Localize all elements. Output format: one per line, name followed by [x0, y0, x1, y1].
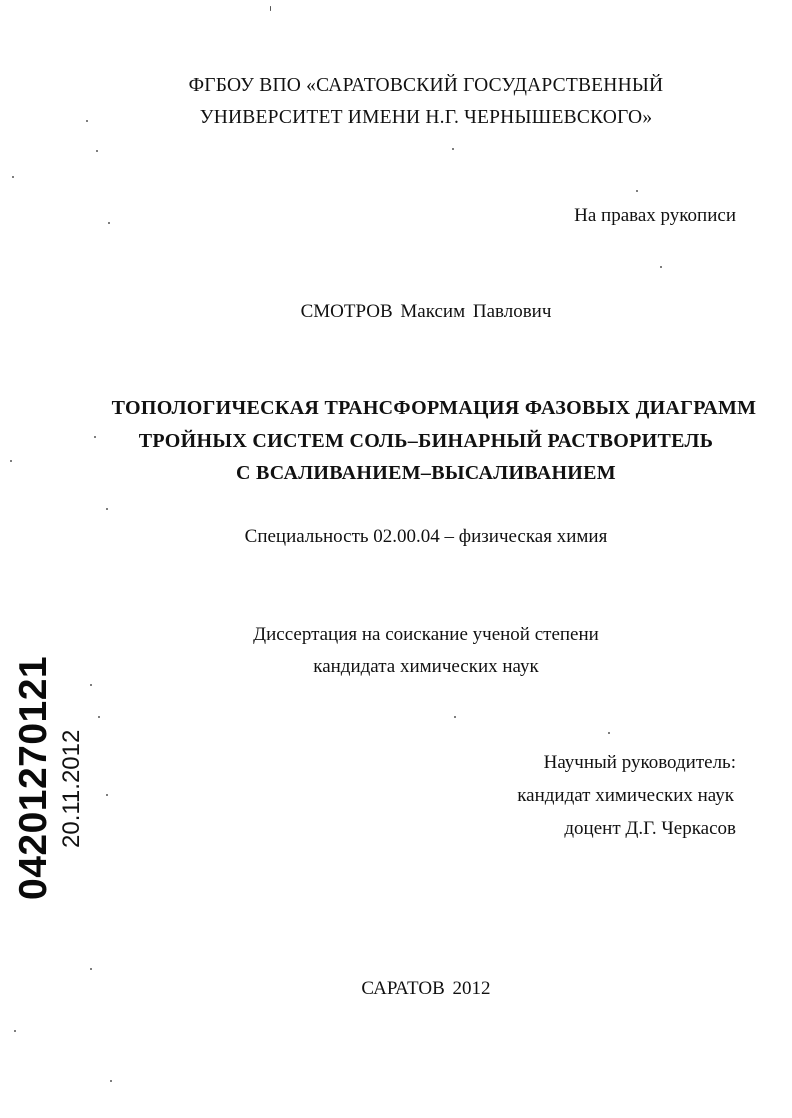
supervisor-name: доцент Д.Г. Черкасов — [564, 818, 736, 839]
specialty-line: Специальность 02.00.04 – физическая химия — [244, 526, 608, 547]
institution-line-1: ФГБОУ ВПО «САРАТОВСКИЙ ГОСУДАРСТВЕННЫЙ — [188, 75, 664, 96]
degree-line-2: кандидата химических наук — [313, 656, 539, 677]
institution-line-2: УНИВЕРСИТЕТ ИМЕНИ Н.Г. ЧЕРНЫШЕВСКОГО» — [199, 107, 653, 128]
thesis-title-line-2: ТРОЙНЫХ СИСТЕМ СОЛЬ–БИНАРНЫЙ РАСТВОРИТЕЛЬ — [138, 430, 714, 452]
supervisor-degree: кандидат химических наук — [517, 785, 734, 806]
city-year: САРАТОВ 2012 — [361, 978, 491, 999]
thesis-title-line-3: С ВСАЛИВАНИЕМ–ВЫСАЛИВАНИЕМ — [236, 462, 616, 484]
thesis-title-line-1: ТОПОЛОГИЧЕСКАЯ ТРАНСФОРМАЦИЯ ФАЗОВЫХ ДИАГРАММ — [111, 397, 757, 419]
supervisor-label: Научный руководитель: — [543, 752, 736, 773]
stamp-date: 20.11.2012 — [58, 729, 85, 848]
stamp-code: 04201270121 — [12, 655, 55, 900]
author-name: СМОТРОВ Максим Павлович — [300, 301, 552, 322]
library-stamp — [12, 655, 104, 900]
rights-note: На правах рукописи — [574, 205, 736, 226]
degree-line-1: Диссертация на соискание ученой степени — [253, 624, 599, 645]
